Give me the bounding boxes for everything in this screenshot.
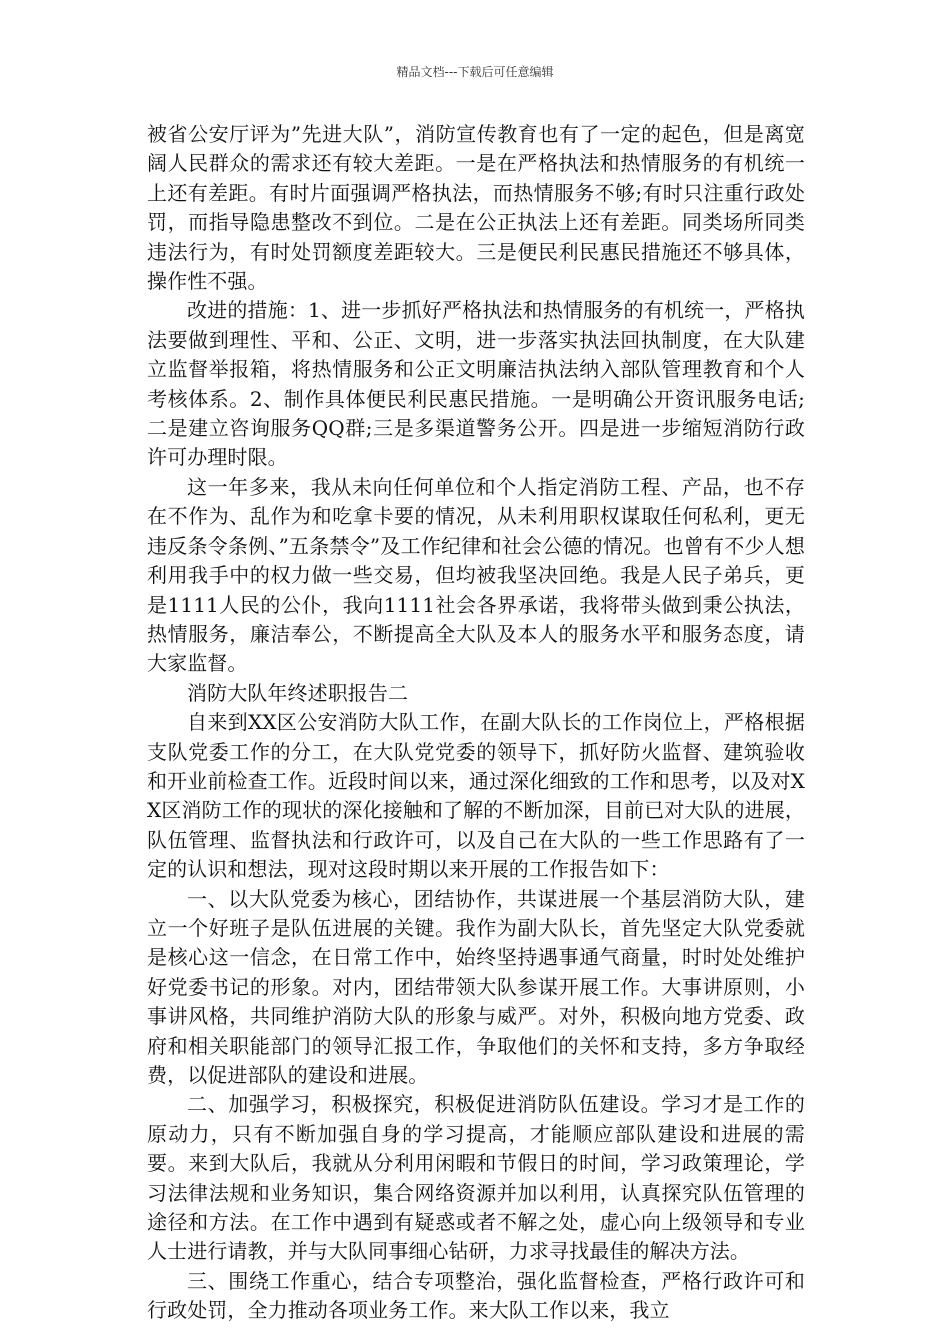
paragraph-6: 一、以大队党委为核心，团结协作，共谋进展一个基层消防大队，建立一个好班子是队伍进展的关键。我作为副大队长，首先坚定大队党委就是核心这一信念，在日常工作中，始终坚持遇事通气商量，时时处处维护好党委书记的形象。对内，团结带领大队参谋开展工作。大事讲原则，小事讲风格，共同维护消防大队的形象与威严。对外，积极向地方党委、政府和相关职能部门的领导汇报工作，争取他们的关怀和支持，多方争取经费，以促进部队的建设和进展。 (147, 886, 805, 1087)
paragraph-8: 三、围绕工作重心，结合专项整治，强化监督检查，严格行政许可和行政处罚，全力推动各项业务工作。来大队工作以来，我立 (147, 1268, 805, 1323)
paragraph-5: 自来到XX区公安消防大队工作，在副大队长的工作岗位上，严格根据支队党委工作的分工，在大队党党委的领导下，抓好防火监督、建筑验收和开业前检查工作。近段时间以来，通过深化细致的工作和思考，以及对XX区消防工作的现状的深化接触和了解的不断加深，目前已对大队的进展，队伍管理、监督执法和行政许可，以及自己在大队的一些工作思路有了一定的认识和想法，现对这段时期以来开展的工作报告如下： (147, 710, 805, 882)
section-title: 消防大队年终述职报告二 (187, 680, 409, 705)
page-header: 精品文档---下载后可任意编辑 (396, 65, 554, 79)
paragraph-2: 改进的措施：1、进一步抓好严格执法和热情服务的有机统一，严格执法要做到理性、平和、公正、文明，进一步落实执法回执制度，在大队建立监督举报箱，将热情服务和公正文明廉洁执法纳入部队管理教育和个人考核体系。2、制作具体便民利民惠民措施。一是明确公开资讯服务电话;二是建立咨询服务QQ群;三是多渠道警务公开。四是进一步缩短消防行政许可办理时限。 (147, 298, 805, 470)
document-body (147, 120, 805, 1326)
paragraph-1: 被省公安厅评为”先进大队”，消防宣传教育也有了一定的起色，但是离宽阔人民群众的需求还有较大差距。一是在严格执法和热情服务的有机统一上还有差距。有时片面强调严格执法，而热情服务不够;有时只注重行政处罚，而指导隐患整改不到位。二是在公正执法上还有差距。同类场所同类违法行为，有时处罚额度差距较大。三是便民利民惠民措施还不够具体，操作性不强。 (147, 122, 805, 294)
paragraph-7: 二、加强学习，积极探究，积极促进消防队伍建设。学习才是工作的原动力，只有不断加强自身的学习提高，才能顺应部队建设和进展的需要。来到大队后，我就从分利用闲暇和节假日的时间，学习政策理论，学习法律法规和业务知识，集合网络资源并加以利用，认真探究队伍管理的途径和方法。在工作中遇到有疑惑或者不解之处，虚心向上级领导和专业人士进行请教，并与大队同事细心钻研，力求寻找最佳的解决方法。 (147, 1092, 805, 1264)
paragraph-3: 这一年多来，我从未向任何单位和个人指定消防工程、产品，也不存在不作为、乱作为和吃拿卡要的情况，从未利用职权谋取任何私利，更无违反条令条例、”五条禁令”及工作纪律和社会公德的情况。也曾有不少人想利用我手中的权力做一些交易，但均被我坚决回绝。我是人民子弟兵，更是1111人民的公仆，我向1111社会各界承诺，我将带头做到秉公执法，热情服务，廉洁奉公，不断提高全大队及本人的服务水平和服务态度，请大家监督。 (147, 474, 805, 676)
